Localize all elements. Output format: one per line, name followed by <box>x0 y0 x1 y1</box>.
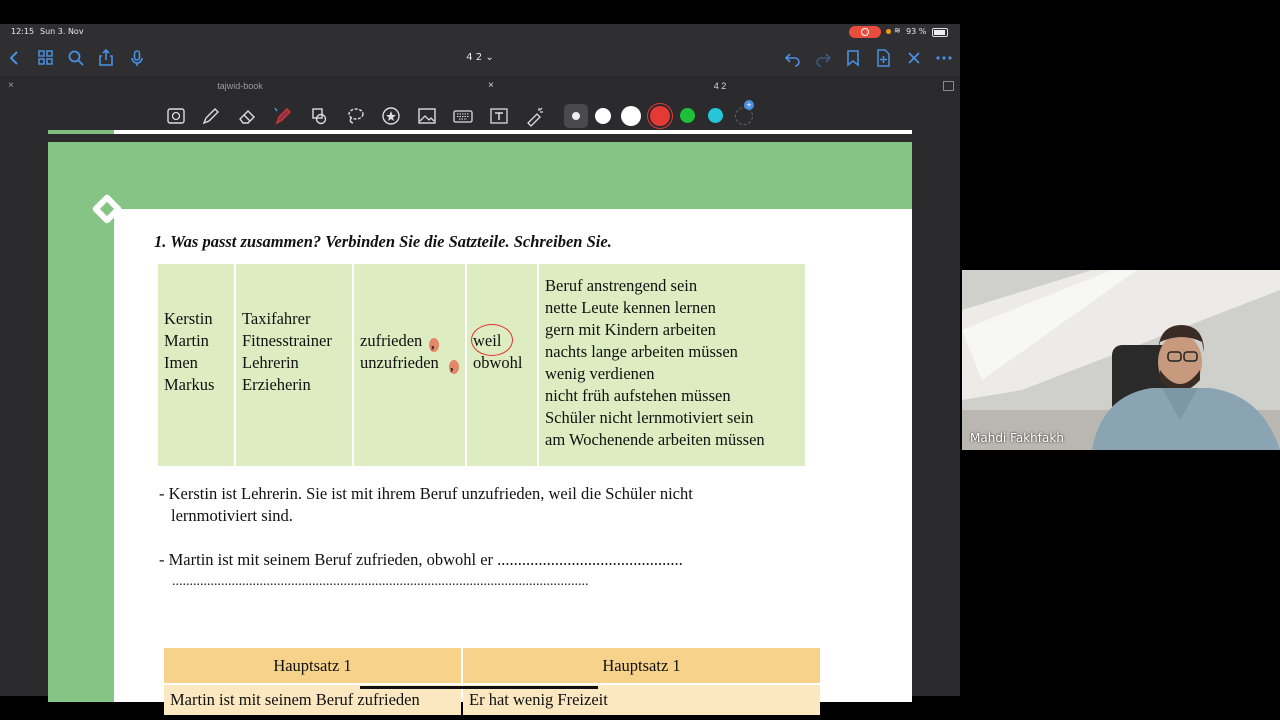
tab-4-2[interactable] <box>480 76 960 96</box>
reason-item: wenig verdienen <box>545 364 655 383</box>
image-icon[interactable] <box>416 105 438 127</box>
conjunction-column <box>467 264 539 466</box>
reasons-column <box>539 264 805 466</box>
screen-recording-icon <box>849 26 881 38</box>
satisfaction-item: unzufrieden <box>360 353 439 372</box>
color-swatch-grey[interactable] <box>572 112 580 120</box>
battery-percent: 93 % <box>906 27 927 36</box>
redo-icon[interactable] <box>813 48 833 68</box>
add-color-plus-icon: + <box>744 100 754 110</box>
tab-bar <box>0 76 960 96</box>
wifi-icon: ≋ <box>894 26 901 35</box>
example-sentence-1: - Kerstin ist Lehrerin. Sie ist mit ihrem Beruf unzufrieden, weil die Schüler nicht <box>159 484 693 503</box>
reason-item: nicht früh aufstehen müssen <box>545 386 731 405</box>
conjunction-item: obwohl <box>473 353 523 372</box>
undo-icon[interactable] <box>783 48 803 68</box>
laser-icon[interactable] <box>524 105 546 127</box>
battery-icon <box>932 28 948 37</box>
job-item: Taxifahrer <box>242 309 311 328</box>
job-item: Erzieherin <box>242 375 311 394</box>
tab-label: tajwid-book <box>217 81 263 91</box>
eraser-icon[interactable] <box>236 105 258 127</box>
matching-grid <box>158 264 805 466</box>
scroll-indicator[interactable] <box>360 686 598 689</box>
color-swatch-red[interactable] <box>650 106 670 126</box>
document-title[interactable]: 4 2 ⌄ <box>466 52 494 63</box>
previous-page-edge-white <box>114 130 912 134</box>
bookmark-icon[interactable] <box>843 48 863 68</box>
nav-bar <box>0 40 960 76</box>
participant-name: Mahdi Fakhfakh <box>970 431 1064 445</box>
hauptsatz-table <box>164 648 820 708</box>
ipad-screen <box>0 24 960 709</box>
pen-icon[interactable] <box>200 105 222 127</box>
keyboard-icon[interactable] <box>452 105 474 127</box>
comma-mark: , <box>450 359 454 374</box>
shapes-icon[interactable] <box>308 105 330 127</box>
close-edit-icon[interactable] <box>904 48 924 68</box>
back-icon[interactable] <box>5 48 25 68</box>
table-cell: Martin ist mit seinem Beruf zufrieden <box>164 685 461 715</box>
highlighter-icon[interactable] <box>272 105 294 127</box>
grid-icon[interactable] <box>36 48 56 68</box>
reason-item: Beruf anstrengend sein <box>545 276 698 295</box>
tab-tajwid-book[interactable] <box>0 76 480 96</box>
worksheet-page[interactable] <box>48 142 912 709</box>
color-swatch-green[interactable] <box>680 108 695 123</box>
lasso-icon[interactable] <box>344 105 366 127</box>
add-page-icon[interactable] <box>873 48 893 68</box>
name-item: Martin <box>164 331 209 350</box>
participant-video-image <box>962 270 1280 450</box>
status-bar <box>0 24 960 40</box>
microphone-icon[interactable] <box>127 48 147 68</box>
jobs-column <box>236 264 354 466</box>
color-swatch-white-large[interactable] <box>621 106 641 126</box>
job-item: Fitnesstrainer <box>242 331 332 350</box>
share-icon[interactable] <box>96 48 116 68</box>
more-icon[interactable] <box>934 48 954 68</box>
page-side-band <box>48 209 114 702</box>
conjunction-item: weil <box>473 331 502 350</box>
name-item: Markus <box>164 375 215 394</box>
reason-item: nachts lange arbeiten müssen <box>545 342 738 361</box>
sticker-icon[interactable] <box>380 105 402 127</box>
task-heading: 1. Was passt zusammen? Verbinden Sie die Satzteile. Schreiben Sie. <box>154 232 612 251</box>
status-time: 12:15 <box>11 27 35 36</box>
satisfaction-item: zufrieden <box>360 331 423 350</box>
status-date: Sun 3. Nov <box>40 27 84 36</box>
reason-item: gern mit Kindern arbeiten <box>545 320 716 339</box>
table-header: Hauptsatz 1 <box>463 648 820 683</box>
reason-item: nette Leute kennen lernen <box>545 298 716 317</box>
reason-item: Schüler nicht lernmotiviert sein <box>545 408 754 427</box>
split-view-icon[interactable] <box>943 81 954 91</box>
weil-circle-annotation <box>471 324 513 356</box>
table-cell: Er hat wenig Freizeit <box>463 685 820 715</box>
name-item: Kerstin <box>164 309 213 328</box>
satisfaction-column <box>354 264 467 466</box>
job-item: Lehrerin <box>242 353 299 372</box>
annotation-toolbar <box>0 96 960 134</box>
color-swatch-white-small[interactable] <box>595 108 611 124</box>
page-header-band <box>48 142 912 209</box>
table-header: Hauptsatz 1 <box>164 648 461 683</box>
names-column <box>158 264 236 466</box>
search-icon[interactable] <box>66 48 86 68</box>
text-icon[interactable] <box>488 105 510 127</box>
example-sentence-1-continued: lernmotiviert sind. <box>171 506 293 525</box>
example-sentence-2: - Martin ist mit seinem Beruf zufrieden, obwohl er ............................................. <box>159 550 683 569</box>
previous-page-edge <box>48 130 114 134</box>
tab-label: 4 2 <box>713 81 727 91</box>
participant-video <box>962 270 1280 450</box>
mic-indicator-icon <box>886 29 891 34</box>
answer-dotted-line: ....................................................................................................................... <box>172 574 589 589</box>
tab-close-icon[interactable]: × <box>488 80 494 91</box>
reason-item: am Wochenende arbeiten müssen <box>545 430 765 449</box>
scan-icon[interactable] <box>165 105 187 127</box>
color-swatch-cyan[interactable] <box>708 108 723 123</box>
comma-mark: , <box>431 337 435 352</box>
tab-close-icon[interactable]: × <box>8 80 14 91</box>
name-item: Imen <box>164 353 198 372</box>
